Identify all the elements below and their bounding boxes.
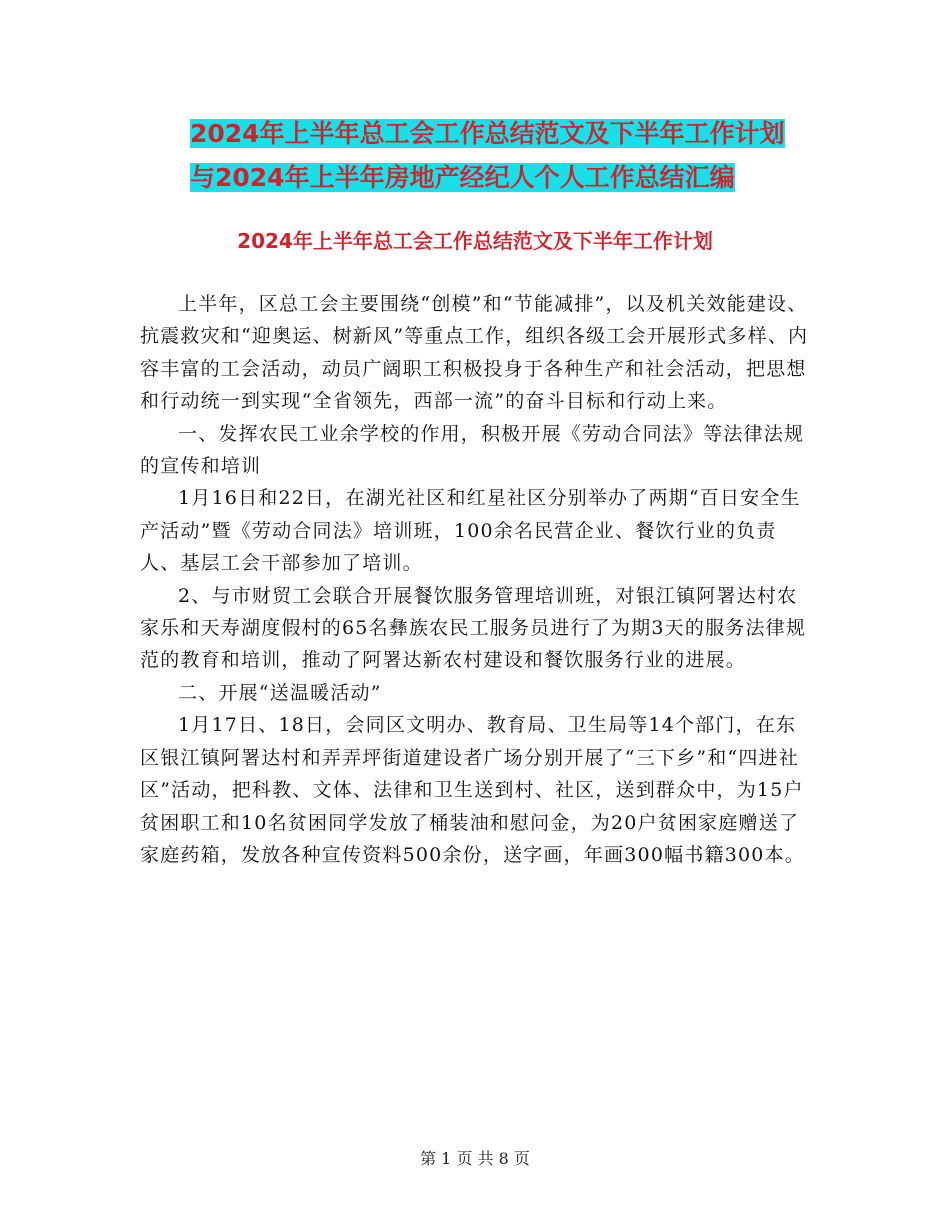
heading-section-2: 二、开展“送温暖活动” <box>178 681 382 704</box>
paragraph-training: 1月16日和22日，在湖光社区和红星社区分别举办了两期“百日安全生产活动”暨《劳动合同法》培训班，100余名民营企业、餐饮行业的负责人、基层工会干部参加了培训。 <box>140 487 801 575</box>
paragraph-intro: 上半年，区总工会主要围绕“创模”和“节能减排”，以及机关效能建设、抗震救灾和“迎奥运、树新风”等重点工作，组织各级工会开展形式多样、内容丰富的工会活动，动员广阔职工积极投身于各种生产和社会活动，把思想和行动统一到实现“全省领先，西部一流”的奋斗目标和行动上来。 <box>140 293 809 413</box>
page-footer: 第 1 页 共 8 页 <box>420 1149 530 1168</box>
document-body <box>140 288 812 871</box>
title-line-2: 与2024年上半年房地产经纪人个人工作总结汇编 <box>190 163 735 192</box>
document-title <box>190 112 830 200</box>
heading-section-1: 一、发挥农民工业余学校的作用，积极开展《劳动合同法》等法律法规的宣传和培训 <box>140 422 805 478</box>
paragraph-catering-training: 2、与市财贸工会联合开展餐饮服务管理培训班，对银江镇阿署达村农家乐和天寿湖度假村的65名彝族农民工服务员进行了为期3天的服务法律规范的教育和培训，推动了阿署达新农村建设和餐饮服务行业的进展。 <box>140 584 807 672</box>
section-title: 2024年上半年总工会工作总结范文及下半年工作计划 <box>237 229 713 253</box>
title-line-1: 2024年上半年总工会工作总结范文及下半年工作计划 <box>190 119 785 148</box>
paragraph-warmth-activity: 1月17日、18日，会同区文明办、教育局、卫生局等14个部门，在东区银江镇阿署达村和弄弄坪街道建设者广场分别开展了“三下乡”和“四进社区”活动，把科教、文体、法律和卫生送到村、社区，送到群众中，为15户贫困职工和10名贫困同学发放了桶装油和慰问金，为20户贫困家庭赠送了家庭药箱，发放各种宣传资料500余份，送字画，年画300幅书籍300本。 <box>140 714 805 866</box>
